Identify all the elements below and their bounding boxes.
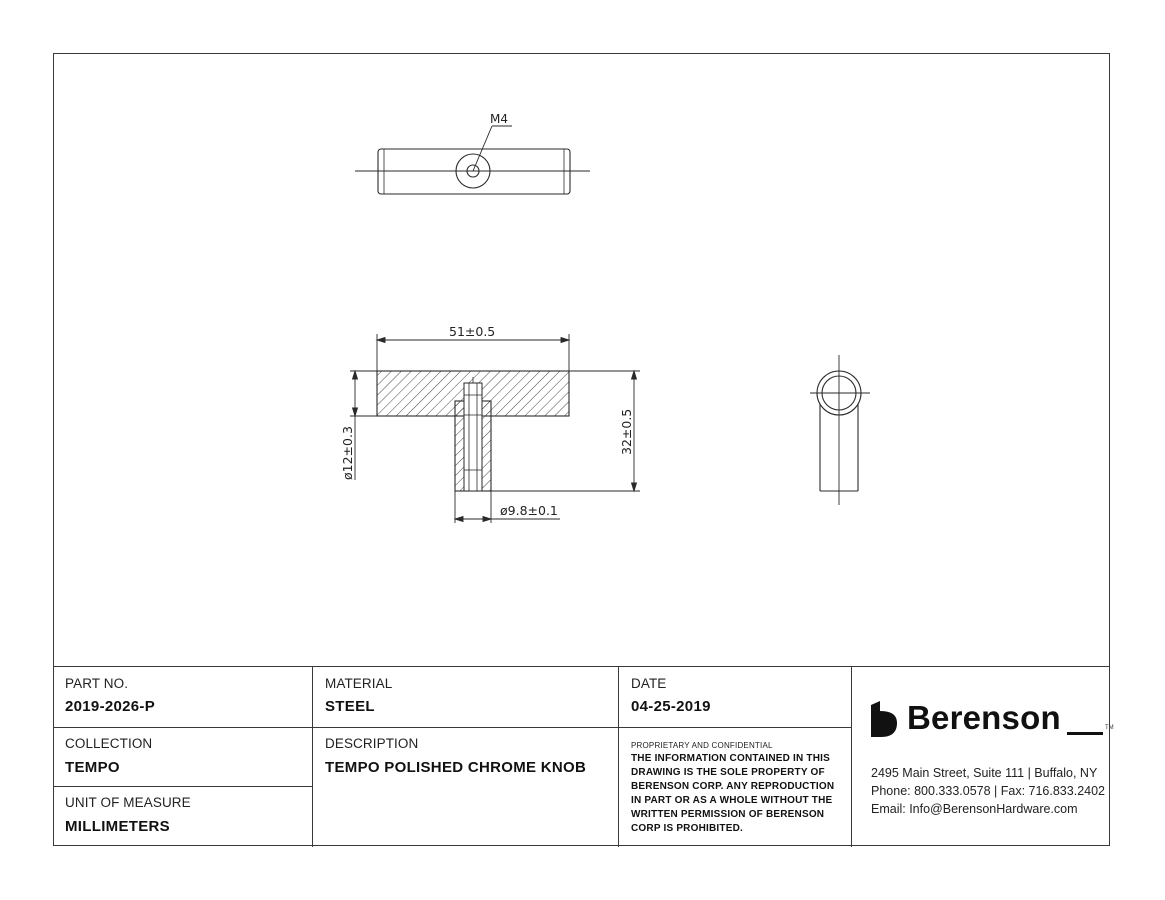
title-block	[53, 666, 1114, 846]
front-section-view	[377, 371, 569, 491]
collection-value: TEMPO	[65, 759, 120, 776]
proprietary-title: PROPRIETARY AND CONFIDENTIAL	[631, 741, 773, 750]
dim-post-diameter-label: ø9.8±0.1	[500, 503, 558, 518]
material-label: MATERIAL	[325, 676, 393, 691]
material-value: STEEL	[325, 698, 375, 715]
trademark: TM	[1105, 725, 1114, 731]
part-no-value: 2019-2026-P	[65, 698, 156, 715]
unit-value: MILLIMETERS	[65, 818, 170, 835]
divider	[53, 727, 851, 728]
dimension-lines	[350, 334, 640, 523]
unit-label: UNIT OF MEASURE	[65, 795, 191, 810]
company-email[interactable]: Email: Info@BerensonHardware.com	[871, 802, 1078, 816]
logo-underline	[1067, 732, 1103, 736]
divider	[53, 786, 312, 787]
part-no-label: PART NO.	[65, 676, 129, 691]
divider	[312, 667, 313, 847]
top-view	[355, 126, 590, 194]
description-value: TEMPO POLISHED CHROME KNOB	[325, 759, 587, 776]
divider	[851, 667, 852, 847]
thread-label: M4	[490, 112, 508, 126]
dim-head-diameter-label: ø12±0.3	[340, 426, 355, 480]
dim-height-label: 32±0.5	[619, 408, 634, 455]
dim-length-label: 51±0.5	[449, 324, 496, 339]
side-view	[810, 355, 870, 505]
date-label: DATE	[631, 676, 667, 691]
company-phone-fax: Phone: 800.333.0578 | Fax: 716.833.2402	[871, 784, 1105, 798]
company-address: 2495 Main Street, Suite 111 | Buffalo, NY	[871, 766, 1098, 780]
company-name: Berenson	[907, 699, 1061, 736]
proprietary-text: THE INFORMATION CONTAINED IN THIS DRAWING IS THE SOLE PROPERTY OF BERENSON CORP. ANY REPRODUCTION IN PART OR AS A WHOLE WITHOUT THE WRITTEN PERMISSION OF BERENSON CORP IS PROHIBITED.	[631, 753, 835, 834]
berenson-b-icon	[871, 701, 897, 737]
description-label: DESCRIPTION	[325, 736, 419, 751]
divider	[618, 667, 619, 847]
date-value: 04-25-2019	[631, 698, 711, 715]
collection-label: COLLECTION	[65, 736, 153, 751]
company-logo	[871, 699, 1114, 742]
